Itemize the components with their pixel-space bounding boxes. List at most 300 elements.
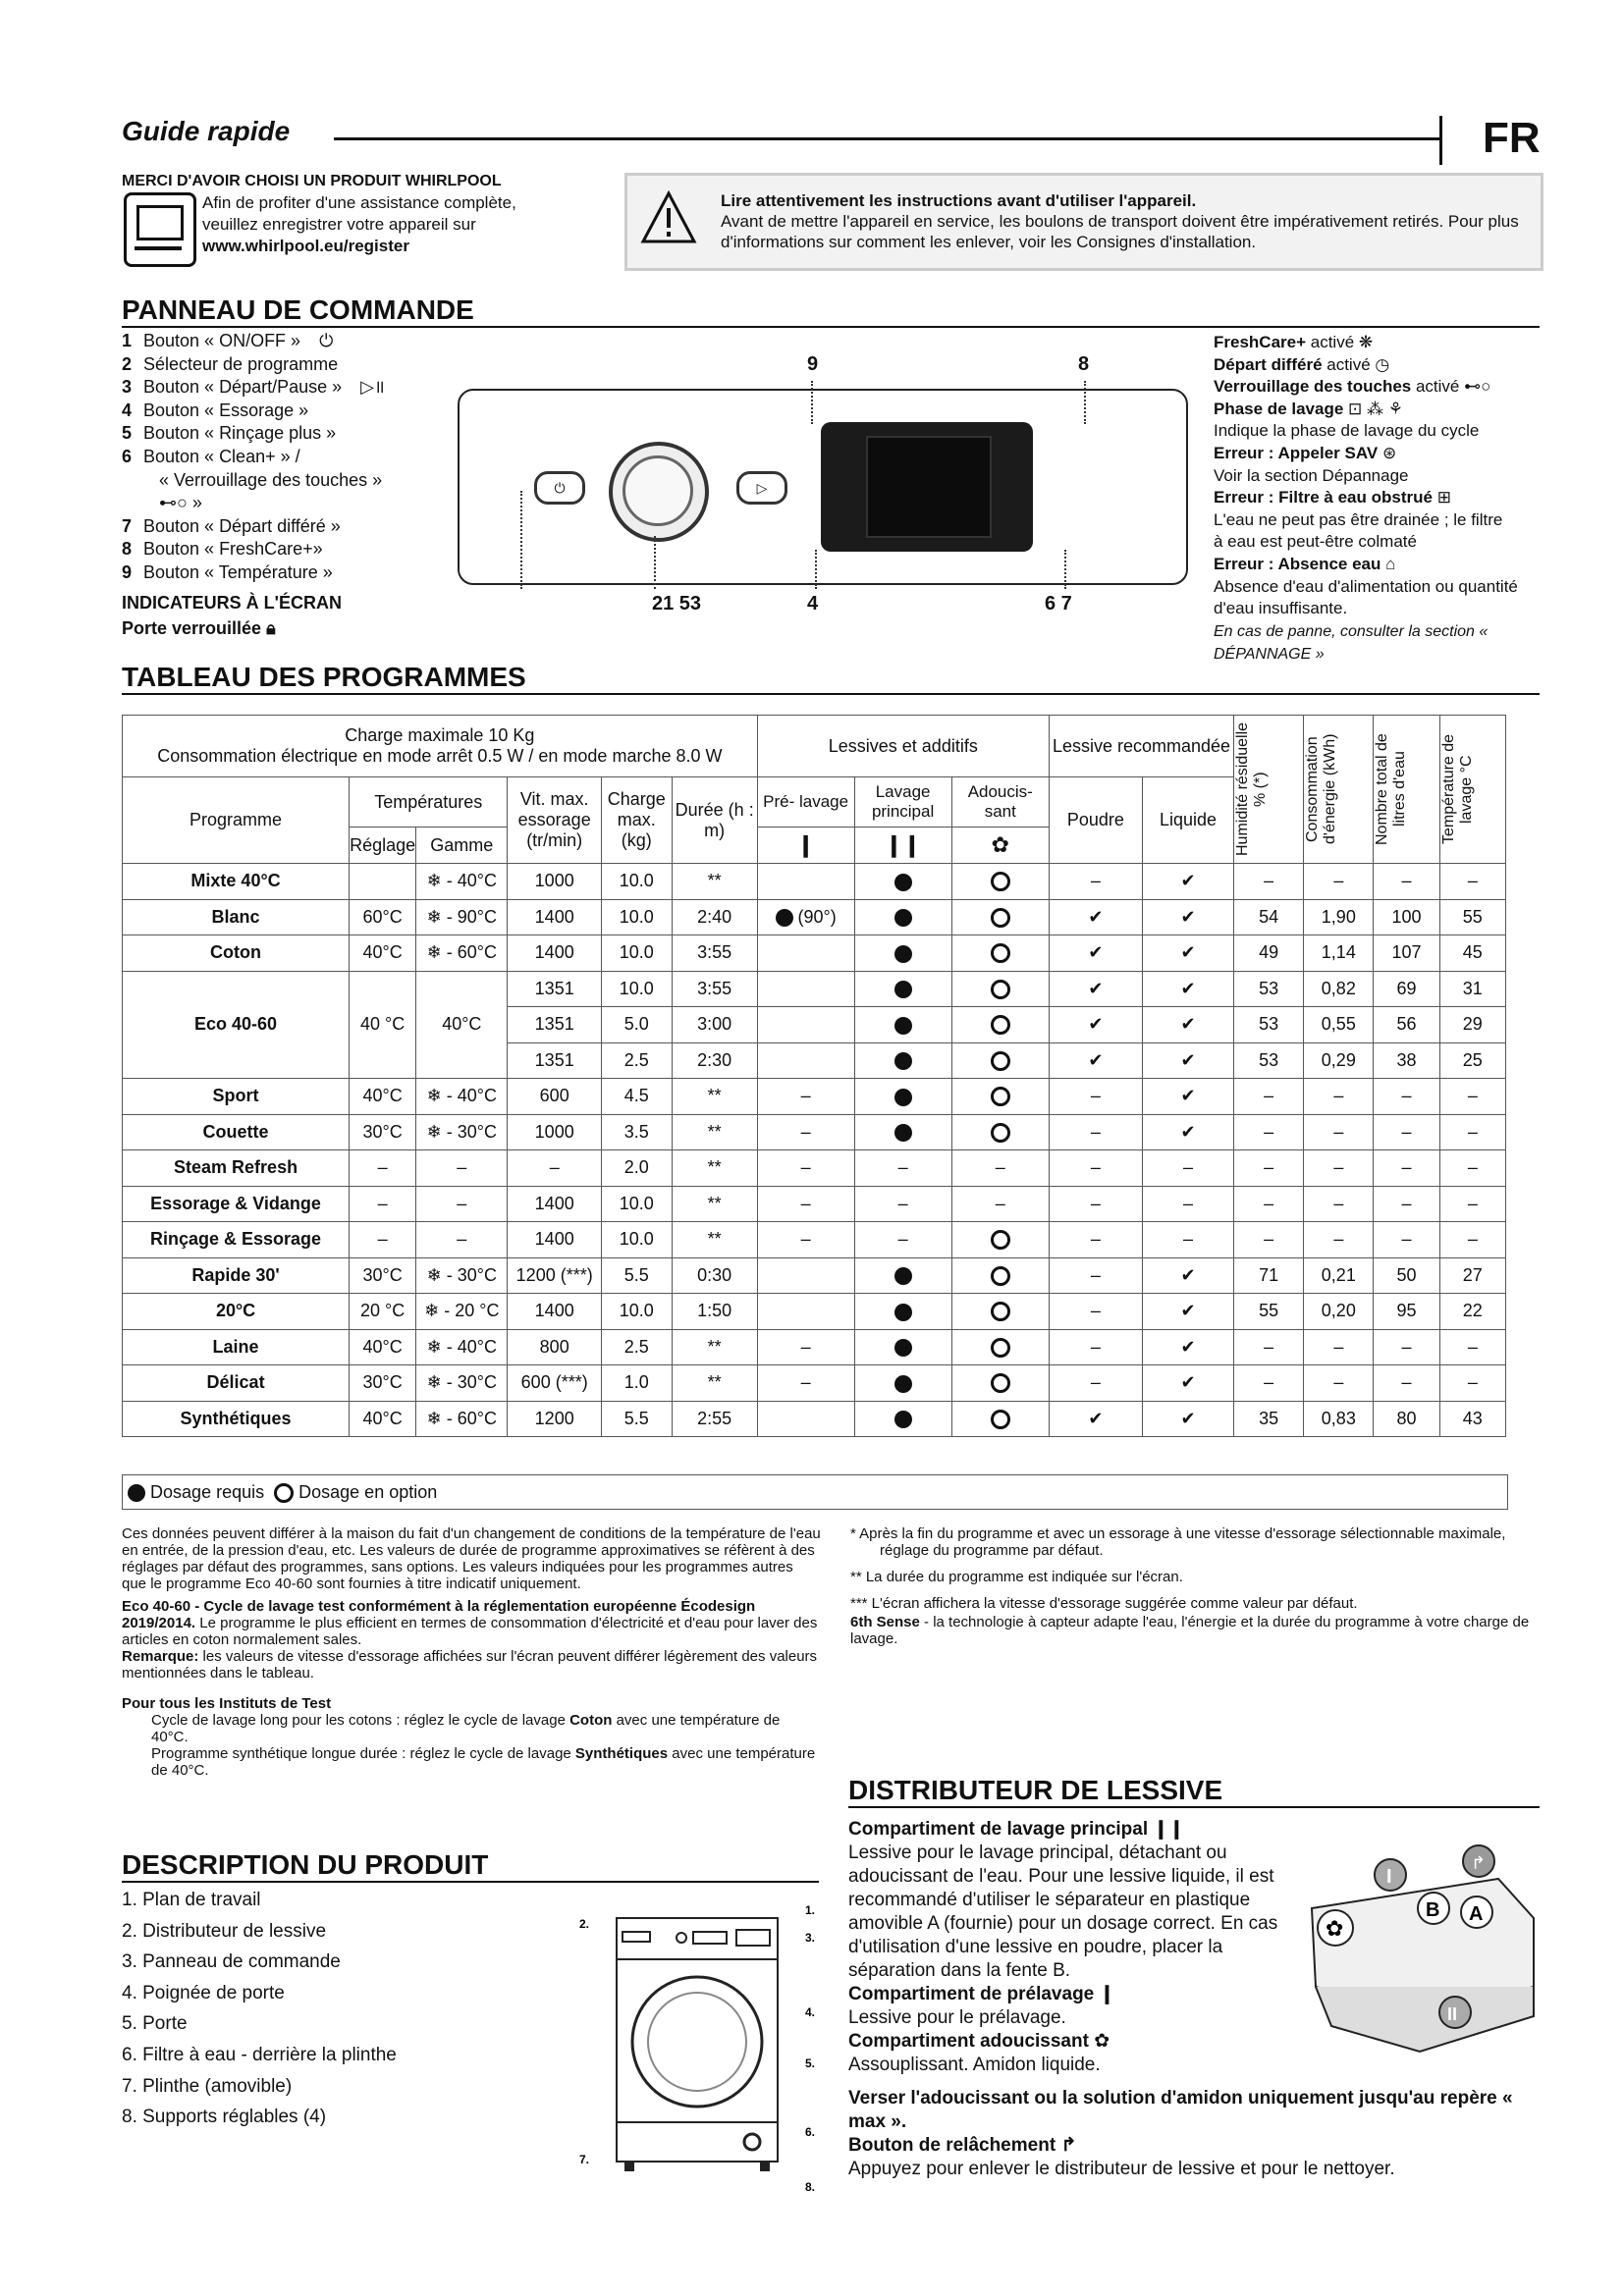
cell-lav	[854, 1329, 951, 1365]
cell-lav	[854, 1401, 951, 1437]
cell-gam: ❄ - 60°C	[416, 935, 508, 972]
cell-hum: –	[1234, 1222, 1304, 1258]
drawer-label-B: B	[1426, 1899, 1440, 1921]
cell-tl: –	[1439, 1079, 1505, 1115]
computer-icon	[124, 192, 196, 267]
dosage-requis-dot	[894, 945, 912, 963]
cell-chg: 10.0	[601, 935, 672, 972]
cell-hum: 54	[1234, 899, 1304, 935]
cell-pre: –	[757, 1186, 854, 1222]
cell-vit: 600	[508, 1079, 601, 1115]
note-eco: Eco 40-60 - Cycle de lavage test conformément à la réglementation européenne Écodesign 2019/2014. Le programme le plus efficient en termes de consommation d'électricité et d'eau pour laver des articles en coton normalement sales.	[122, 1598, 818, 1648]
cell-reg: 40°C	[350, 1401, 416, 1437]
cell-dur: **	[672, 1114, 757, 1150]
cell-en: 0,83	[1304, 1401, 1374, 1437]
cell-reg: 20 °C	[350, 1294, 416, 1330]
cell-lav: –	[854, 1186, 951, 1222]
table-row	[123, 1365, 1506, 1402]
start-pause-button[interactable]: ▷	[736, 471, 787, 505]
cell-gam: ❄ - 90°C	[416, 899, 508, 935]
cell-vit: 1000	[508, 1114, 601, 1150]
cell-ado	[951, 1042, 1049, 1079]
cell-lit: –	[1374, 1365, 1439, 1402]
drawer-label-II: II	[1447, 2004, 1458, 2024]
ind-sav-text: Voir la section Dépannage	[1214, 465, 1409, 485]
cell-gam: ❄ - 40°C	[416, 864, 508, 900]
cell-name: Couette	[123, 1114, 350, 1150]
cell-tl: 27	[1439, 1257, 1505, 1294]
panneau-item-6: 6 Bouton « Clean+ » /	[122, 446, 300, 466]
dosage-option-label: Dosage en option	[298, 1482, 438, 1502]
flower-icon: ✿	[1094, 2031, 1110, 2052]
table-row	[123, 1114, 1506, 1150]
cell-name: Eco 40-60	[123, 971, 350, 1079]
cell-pou: –	[1049, 1365, 1142, 1402]
cell-pou: –	[1049, 1329, 1142, 1365]
cell-pre	[757, 864, 854, 900]
filter-icon: ⊞	[1436, 488, 1451, 507]
table-row	[123, 1294, 1506, 1330]
gamme-header: Gamme	[416, 828, 508, 864]
note-star1: * Après la fin du programme et avec un essorage à une vitesse d'essorage sélectionnable maximale, réglage du programme par défaut.	[850, 1525, 1506, 1559]
cell-lav	[854, 899, 951, 935]
cell-en: –	[1304, 1150, 1374, 1187]
cell-ado	[951, 1114, 1049, 1150]
cell-gam: ❄ - 40°C	[416, 1079, 508, 1115]
leader-8	[1084, 381, 1086, 424]
cell-ado	[951, 1079, 1049, 1115]
cell-hum: 53	[1234, 1007, 1304, 1043]
cell-tl: 29	[1439, 1007, 1505, 1043]
warning-icon	[640, 190, 697, 245]
panne-note: En cas de panne, consulter la section « DÉPANNAGE »	[1214, 622, 1489, 664]
cell-vit: 1351	[508, 971, 601, 1007]
cell-pre	[757, 1257, 854, 1294]
cell-pre	[757, 1042, 854, 1079]
header-rule	[334, 137, 1441, 140]
merci-title: MERCI D'AVOIR CHOISI UN PRODUIT WHIRLPOOL	[122, 173, 502, 189]
dosage-option-ring	[991, 1230, 1010, 1250]
warning-body: Avant de mettre l'appareil en service, les boulons de transport doivent être impérativement retirés. Pour plus d'informations sur comment les enlever, voir les Consignes d'installation.	[721, 212, 1519, 251]
cell-liq: ✔	[1142, 1294, 1233, 1330]
note-star2: ** La durée du programme est indiquée sur l'écran.	[850, 1569, 1183, 1585]
machine-label-4: 4.	[805, 2005, 816, 2019]
dosage-option-ring	[991, 980, 1010, 999]
cell-dur: **	[672, 1365, 757, 1402]
cell-dur: 2:55	[672, 1401, 757, 1437]
cell-tl: 22	[1439, 1294, 1505, 1330]
language-label: FR	[1483, 114, 1541, 162]
cell-name: Sport	[123, 1079, 350, 1115]
cell-name: Blanc	[123, 899, 350, 935]
cell-lit: –	[1374, 1329, 1439, 1365]
cell-dur: 3:55	[672, 971, 757, 1007]
callout-8: 8	[1078, 353, 1090, 375]
drawer-label-I: I	[1386, 1866, 1392, 1888]
cell-name: Synthétiques	[123, 1401, 350, 1437]
cell-tl: 45	[1439, 935, 1505, 972]
distributeur-text-2	[848, 2087, 1536, 2181]
panneau-item-3: 3 Bouton « Départ/Pause » ▷॥	[122, 377, 385, 398]
prelavage-header: Pré- lavage	[757, 777, 854, 828]
cell-tl: 55	[1439, 899, 1505, 935]
leader-9	[811, 381, 813, 424]
cell-en: 1,90	[1304, 899, 1374, 935]
cell-dur: **	[672, 864, 757, 900]
cell-name: Délicat	[123, 1365, 350, 1402]
cell-lav	[854, 1365, 951, 1402]
cell-ado: –	[951, 1186, 1049, 1222]
notes-right	[850, 1525, 1538, 1647]
panneau-item-6c: ⊷○ »	[159, 493, 202, 513]
leader-4	[815, 550, 817, 589]
cell-reg: 30°C	[350, 1365, 416, 1402]
cell-lit: –	[1374, 1222, 1439, 1258]
dosage-option-ring	[991, 908, 1010, 928]
cell-liq: –	[1142, 1222, 1233, 1258]
table-row	[123, 1150, 1506, 1187]
cell-liq: ✔	[1142, 1365, 1233, 1402]
cell-lit: –	[1374, 1114, 1439, 1150]
double-bar-icon: ❙❙	[1153, 1819, 1185, 1840]
header-tick	[1439, 116, 1442, 165]
cell-dur: **	[672, 1186, 757, 1222]
ind-verrou: Verrouillage des touches activé ⊷○	[1214, 377, 1491, 397]
cell-en: –	[1304, 1114, 1374, 1150]
play-pause-icon: ▷॥	[360, 377, 385, 398]
cell-pou: ✔	[1049, 1401, 1142, 1437]
cell-en: 0,20	[1304, 1294, 1374, 1330]
desc-item-4: 4. Poignée de porte	[122, 1982, 285, 2003]
adoucissant-header: Adoucis- sant	[951, 777, 1049, 828]
cell-liq: ✔	[1142, 1007, 1233, 1043]
cell-pre	[757, 1401, 854, 1437]
cell-pre: –	[757, 1329, 854, 1365]
cell-liq: ✔	[1142, 1401, 1233, 1437]
cell-reg: 40°C	[350, 1079, 416, 1115]
dosage-requis-dot	[894, 1089, 912, 1106]
cell-lit: 69	[1374, 971, 1439, 1007]
dosage-requis-dot	[894, 1339, 912, 1357]
energie-header: Consommation d'énergie (kWh)	[1304, 716, 1374, 864]
dosage-requis-dot	[894, 981, 912, 998]
cell-chg: 5.5	[601, 1401, 672, 1437]
service-icon: ⊛	[1381, 443, 1397, 462]
dosage-option-ring	[991, 1015, 1010, 1035]
drawer-flower-icon: ✿	[1326, 1917, 1344, 1942]
cell-pou: ✔	[1049, 935, 1142, 972]
cell-reg: 40 °C	[350, 971, 416, 1079]
table-row	[123, 1257, 1506, 1294]
tableau-rule	[122, 693, 1540, 695]
register-link[interactable]: www.whirlpool.eu/register	[202, 237, 409, 255]
note-synthetiques: Programme synthétique longue durée : réglez le cycle de lavage Synthétiques avec une température de 40°C.	[151, 1745, 816, 1779]
machine-label-2: 2.	[579, 1917, 590, 1931]
cell-hum: –	[1234, 1186, 1304, 1222]
lessive-rec-header: Lessive recommandée	[1049, 716, 1233, 777]
on-off-button[interactable]: ⏻	[534, 471, 585, 505]
desc-item-8: 8. Supports réglables (4)	[122, 2107, 327, 2128]
desc-item-1: 1. Plan de travail	[122, 1890, 261, 1910]
temperatures-header: Températures	[350, 777, 508, 828]
notes-left	[122, 1525, 821, 1779]
cell-tl: 43	[1439, 1401, 1505, 1437]
machine-label-6: 6.	[805, 2125, 816, 2139]
cell-name: Mixte 40°C	[123, 864, 350, 900]
merci-line-2: veuillez enregistrer votre appareil sur	[202, 215, 476, 234]
cell-ado	[951, 1222, 1049, 1258]
cell-name: Essorage & Vidange	[123, 1186, 350, 1222]
cell-en: –	[1304, 1365, 1374, 1402]
cell-name: Laine	[123, 1329, 350, 1365]
cell-vit: 1351	[508, 1042, 601, 1079]
cell-ado	[951, 1257, 1049, 1294]
cell-en: –	[1304, 1079, 1374, 1115]
cell-reg: 30°C	[350, 1114, 416, 1150]
dosage-option-ring	[991, 1087, 1010, 1106]
lessives-header: Lessives et additifs	[757, 716, 1049, 777]
cell-reg: 40°C	[350, 1329, 416, 1365]
cell-lav	[854, 1079, 951, 1115]
cell-pre	[757, 1294, 854, 1330]
cell-en: 0,55	[1304, 1007, 1374, 1043]
cell-lit: –	[1374, 1079, 1439, 1115]
cell-reg: 30°C	[350, 1257, 416, 1294]
dosage-option-ring	[274, 1483, 294, 1503]
callout-4: 4	[807, 593, 819, 614]
cell-tl: 25	[1439, 1042, 1505, 1079]
cell-dur: 2:30	[672, 1042, 757, 1079]
cell-pou: ✔	[1049, 971, 1142, 1007]
cell-chg: 10.0	[601, 971, 672, 1007]
cell-lit: 38	[1374, 1042, 1439, 1079]
cell-gam: ❄ - 20 °C	[416, 1294, 508, 1330]
lavage-header: Lavage principal	[854, 777, 951, 828]
machine-label-3: 3.	[805, 1931, 816, 1945]
dosage-requis-dot	[894, 1304, 912, 1321]
cell-chg: 10.0	[601, 899, 672, 935]
cell-hum: –	[1234, 1079, 1304, 1115]
dosage-option-ring	[991, 1302, 1010, 1321]
freshcare-icon: ❋	[1358, 333, 1374, 351]
table-row	[123, 935, 1506, 972]
ind-depart: Départ différé activé ◷	[1214, 354, 1390, 374]
comp-principal-title: Compartiment de lavage principal ❙❙	[848, 1819, 1185, 1840]
machine-label-1: 1.	[805, 1903, 816, 1917]
cell-vit: 1400	[508, 1222, 601, 1258]
cell-vit: 800	[508, 1329, 601, 1365]
description-list	[122, 1885, 397, 2133]
dosage-requis-dot	[894, 1375, 912, 1393]
indicators-list	[1214, 332, 1547, 667]
cell-pou: –	[1049, 1294, 1142, 1330]
cell-gam: –	[416, 1186, 508, 1222]
cell-chg: 10.0	[601, 1186, 672, 1222]
cell-pou: –	[1049, 1257, 1142, 1294]
cell-lav	[854, 1007, 951, 1043]
cell-pou: ✔	[1049, 899, 1142, 935]
cell-vit: 1400	[508, 935, 601, 972]
cell-liq: ✔	[1142, 1257, 1233, 1294]
cell-pre: –	[757, 1079, 854, 1115]
key-icon: ⊷○	[1464, 377, 1491, 397]
cell-reg: –	[350, 1186, 416, 1222]
callout-2153: 21 53	[652, 593, 702, 614]
cell-en: –	[1304, 1222, 1374, 1258]
cell-liq: ✔	[1142, 1079, 1233, 1115]
cell-gam: ❄ - 30°C	[416, 1257, 508, 1294]
cell-lit: 80	[1374, 1401, 1439, 1437]
panneau-item-7: 7 Bouton « Départ différé »	[122, 515, 341, 536]
cell-liq: ✔	[1142, 1042, 1233, 1079]
table-row	[123, 899, 1506, 935]
panneau-item-9: 9 Bouton « Température »	[122, 561, 333, 582]
cell-pre	[757, 899, 854, 935]
lavage-icon: ❙❙	[854, 828, 951, 864]
ind-eau-text2: d'eau insuffisante.	[1214, 599, 1348, 618]
cell-ado	[951, 935, 1049, 972]
cell-reg: –	[350, 1150, 416, 1187]
dosage-requis-dot	[894, 1052, 912, 1070]
cell-lav	[854, 1257, 951, 1294]
cell-en: –	[1304, 864, 1374, 900]
cell-lav	[854, 935, 951, 972]
cell-ado: –	[951, 1150, 1049, 1187]
distributeur-text	[848, 1818, 1300, 2077]
callout-9: 9	[807, 353, 819, 375]
table-row	[123, 1222, 1506, 1258]
cell-lav	[854, 971, 951, 1007]
cell-ado	[951, 1294, 1049, 1330]
adoucissant-warning: Verser l'adoucissant ou la solution d'amidon uniquement jusqu'au repère « max ».	[848, 2088, 1513, 2132]
cell-chg: 5.0	[601, 1007, 672, 1043]
cell-vit: –	[508, 1150, 601, 1187]
cell-ado	[951, 1329, 1049, 1365]
cell-en: –	[1304, 1186, 1374, 1222]
cell-gam: 40°C	[416, 971, 508, 1079]
humidite-header: Humidité résiduelle % (*)	[1234, 716, 1304, 864]
release-arrow-icon: ↱	[1060, 2135, 1077, 2156]
dosage-requis-dot	[128, 1484, 145, 1502]
cell-hum: 53	[1234, 971, 1304, 1007]
adoucissant-icon: ✿	[951, 828, 1049, 864]
cell-hum: 55	[1234, 1294, 1304, 1330]
cell-lav: –	[854, 1222, 951, 1258]
ind-phase-text: Indique la phase de lavage du cycle	[1214, 421, 1480, 441]
cell-lav	[854, 864, 951, 900]
note-coton: Cycle de lavage long pour les cotons : réglez le cycle de lavage Coton avec une température de 40°C.	[151, 1712, 781, 1745]
wash-phase-icons: ⊡ ⁂ ⚘	[1348, 399, 1403, 418]
guide-title: Guide rapide	[122, 116, 291, 146]
cell-dur: **	[672, 1150, 757, 1187]
indicateurs-title: INDICATEURS À L'ÉCRAN	[122, 593, 342, 613]
power-icon: ⏻	[319, 331, 334, 350]
desc-item-2: 2. Distributeur de lessive	[122, 1920, 327, 1942]
cell-hum: –	[1234, 864, 1304, 900]
bouton-relachement-text: Appuyez pour enlever le distributeur de lessive et pour le nettoyer.	[848, 2159, 1395, 2179]
program-rows	[123, 864, 1506, 1437]
tableau-title: TABLEAU DES PROGRAMMES	[122, 662, 526, 692]
dosage-option-ring	[991, 1123, 1010, 1143]
charge-max-header: Charge max. (kg)	[601, 777, 672, 864]
liquide-header: Liquide	[1142, 777, 1233, 864]
cell-hum: 71	[1234, 1257, 1304, 1294]
cell-dur: **	[672, 1222, 757, 1258]
cell-tl: –	[1439, 1329, 1505, 1365]
dosage-option-ring	[991, 1266, 1010, 1286]
cell-hum: 49	[1234, 935, 1304, 972]
cell-dur: 3:00	[672, 1007, 757, 1043]
cell-lav	[854, 1042, 951, 1079]
comp-prelavage-title: Compartiment de prélavage ❙	[848, 1984, 1115, 2004]
table-row	[123, 864, 1506, 900]
ind-phase: Phase de lavage ⊡ ⁂ ⚘	[1214, 399, 1403, 418]
cell-hum: 35	[1234, 1401, 1304, 1437]
cell-liq: ✔	[1142, 864, 1233, 900]
cell-reg: 40°C	[350, 935, 416, 972]
desc-item-3: 3. Panneau de commande	[122, 1951, 341, 1973]
cell-en: 0,29	[1304, 1042, 1374, 1079]
description-title: DESCRIPTION DU PRODUIT	[122, 1849, 489, 1880]
poudre-header: Poudre	[1049, 777, 1142, 864]
distributeur-rule	[848, 1806, 1540, 1808]
cell-tl: –	[1439, 1365, 1505, 1402]
cell-pre	[757, 971, 854, 1007]
panneau-rule	[122, 326, 1540, 328]
distributeur-title: DISTRIBUTEUR DE LESSIVE	[848, 1775, 1223, 1805]
comp-adoucissant-text: Assouplissant. Amidon liquide.	[848, 2055, 1101, 2075]
warning-title: Lire attentivement les instructions avant d'utiliser l'appareil.	[721, 191, 1197, 210]
cell-dur: **	[672, 1329, 757, 1365]
dosage-option-ring	[991, 872, 1010, 891]
cell-reg	[350, 864, 416, 900]
ind-eau-text1: Absence d'eau d'alimentation ou quantité	[1214, 576, 1518, 596]
vit-header: Vit. max. essorage (tr/min)	[508, 777, 601, 864]
dosage-option-ring	[991, 943, 1010, 963]
prelavage-note: (90°)	[792, 906, 837, 927]
dosage-requis-dot	[894, 1267, 912, 1285]
cell-en: –	[1304, 1329, 1374, 1365]
litres-header: Nombre total de litres d'eau	[1374, 716, 1439, 864]
cell-vit: 1200	[508, 1401, 601, 1437]
description-rule	[122, 1881, 819, 1883]
cell-pou: ✔	[1049, 1042, 1142, 1079]
cell-hum: –	[1234, 1150, 1304, 1187]
dosage-option-ring	[991, 1373, 1010, 1393]
cell-lit: 100	[1374, 899, 1439, 935]
table-row	[123, 1079, 1506, 1115]
panneau-item-4: 4 Bouton « Essorage »	[122, 400, 309, 420]
charge-cell: Charge maximale 10 Kg Consommation électrique en mode arrêt 0.5 W / en mode marche 8.0 W	[123, 716, 758, 777]
cell-liq: ✔	[1142, 971, 1233, 1007]
cell-name: 20°C	[123, 1294, 350, 1330]
ind-filtre: Erreur : Filtre à eau obstrué ⊞	[1214, 488, 1451, 507]
dosage-requis-dot	[894, 909, 912, 927]
cell-liq: ✔	[1142, 1329, 1233, 1365]
single-bar-icon: ❙	[1099, 1984, 1115, 2004]
cell-lit: 50	[1374, 1257, 1439, 1294]
cell-gam: ❄ - 30°C	[416, 1114, 508, 1150]
bouton-relachement-title: Bouton de relâchement ↱	[848, 2135, 1077, 2156]
merci-text	[202, 192, 566, 257]
washing-machine-drawing	[573, 1898, 829, 2197]
cell-ado	[951, 971, 1049, 1007]
table-row	[123, 1401, 1506, 1437]
reglage-header: Réglage	[350, 828, 416, 864]
desc-item-5: 5. Porte	[122, 2013, 188, 2035]
cell-vit: 1200 (***)	[508, 1257, 601, 1294]
cell-gam: –	[416, 1150, 508, 1187]
